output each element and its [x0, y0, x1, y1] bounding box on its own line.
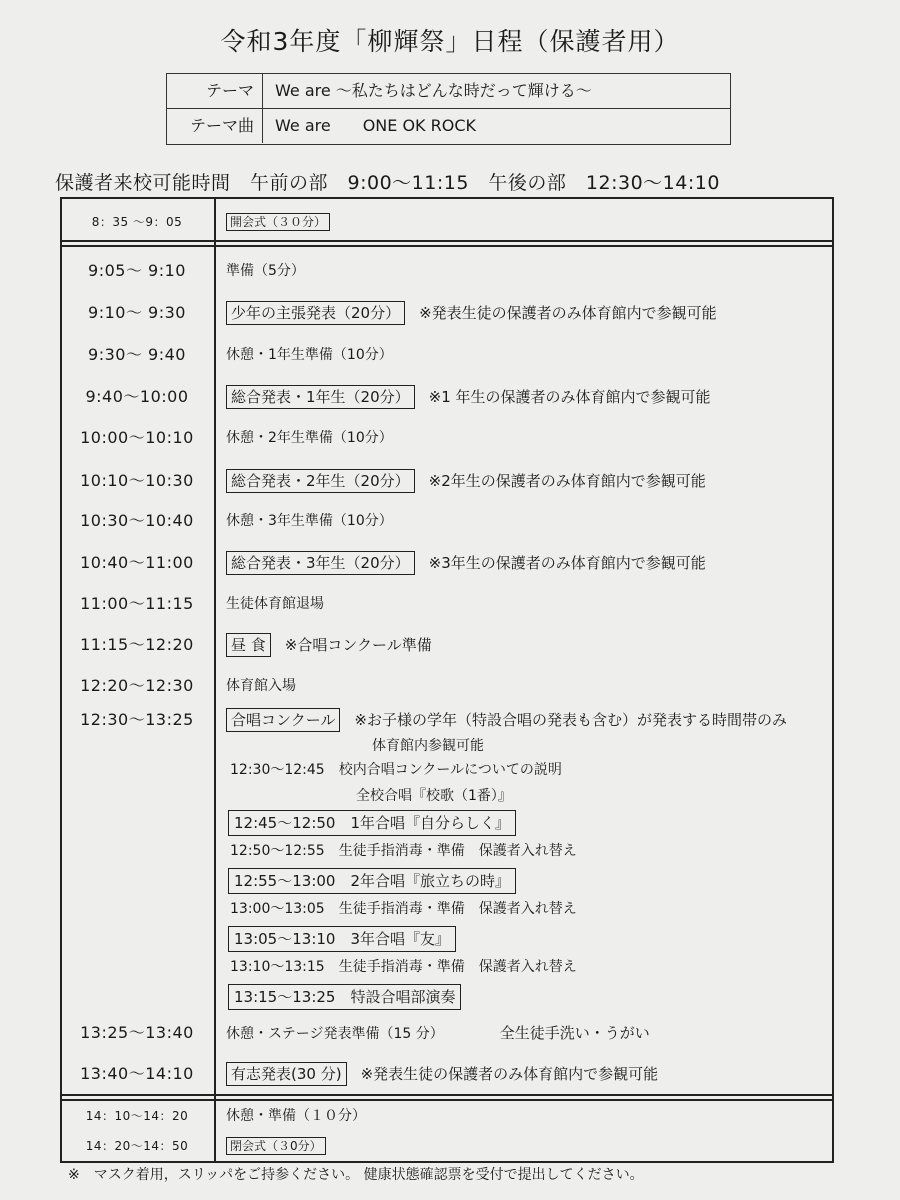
schedule-row [60, 506, 834, 536]
schedule-time: 11:00～11:15 [80, 594, 194, 613]
schedule-label: 休憩・準備（１０分） [226, 1108, 366, 1124]
page-title: 令和3年度「柳輝祭」日程（保護者用） [220, 27, 680, 56]
choir-performance: 13:05～13:10 3年合唱『友』 [228, 926, 456, 952]
schedule-time: 13:25～13:40 [80, 1023, 194, 1042]
schedule-row [60, 1101, 834, 1131]
schedule-label: 体育館入場 [226, 678, 296, 694]
schedule-time: 9:30～ 9:40 [88, 345, 186, 364]
schedule-row [60, 1131, 834, 1161]
schedule-note: ※発表生徒の保護者のみ体育館内で参観可能 [419, 304, 717, 322]
schedule-note: 全生徒手洗い・うがい [499, 1024, 650, 1042]
schedule-time: 12:30～13:25 [80, 710, 194, 729]
schedule-label: 総合発表・3年生（20分） [226, 551, 415, 575]
schedule-time: 9:40～10:00 [85, 387, 189, 406]
schedule-time: 10:10～10:30 [80, 471, 194, 490]
schedule-time: 14：10～14：20 [85, 1109, 189, 1123]
schedule-row [60, 1059, 834, 1089]
schedule-row [60, 298, 834, 328]
theme-table [166, 73, 731, 145]
choir-performance: 13:15～13:25 特設合唱部演奏 [228, 984, 461, 1010]
schedule-row [60, 671, 834, 701]
schedule-time: 10:30～10:40 [80, 511, 194, 530]
schedule-row [60, 256, 834, 286]
schedule-label: 生徒体育館退場 [226, 596, 324, 612]
schedule-label: 少年の主張発表（20分） [226, 301, 405, 325]
theme-song-key: テーマ曲 [167, 109, 263, 143]
theme-key: テーマ [167, 74, 263, 108]
theme-value: We are ～私たちはどんな時だって輝ける～ [275, 81, 592, 100]
schedule-row [60, 340, 834, 370]
schedule-time: 10:40～11:00 [80, 553, 194, 572]
opening-time: 8：35 ～9：05 [91, 215, 183, 229]
choir-item: 全校合唱『校歌（1番）』 [356, 788, 512, 804]
opening-label: 開会式（３０分） [226, 213, 330, 231]
footer-note: ※ マスク着用，スリッパをご持参ください。 健康状態確認票を受付で提出してください。 [68, 1167, 644, 1183]
choir-item: 13:00～13:05 生徒手指消毒・準備 保護者入れ替え [230, 901, 577, 917]
schedule-time: 10:00～10:10 [80, 428, 194, 447]
schedule-time: 9:10～ 9:30 [88, 303, 186, 322]
schedule-note: ※発表生徒の保護者のみ体育館内で参観可能 [360, 1065, 659, 1083]
schedule-time: 9:05～ 9:10 [88, 261, 186, 280]
schedule-note: ※2年生の保護者のみ体育館内で参観可能 [428, 472, 706, 490]
divider-top [60, 240, 834, 247]
schedule-label: 休憩・1年生準備（10分） [226, 347, 393, 363]
choir-item: 12:30～12:45 校内合唱コンクールについての説明 [230, 762, 562, 778]
schedule-label: 休憩・ステージ発表準備（15 分） [226, 1026, 444, 1042]
schedule-row [60, 630, 834, 660]
divider-bottom [60, 1094, 834, 1101]
schedule-note: ※3年生の保護者のみ体育館内で参観可能 [428, 554, 706, 572]
schedule-row [60, 705, 834, 735]
theme-row [167, 74, 730, 109]
schedule-time: 11:15～12:20 [80, 635, 194, 654]
schedule-note: ※お子様の学年（特設合唱の発表も含む）が発表する時間帯のみ [354, 711, 787, 729]
theme-song-row [167, 109, 730, 143]
schedule-label: 昼 食 [226, 633, 271, 657]
schedule-label: 合唱コンクール [226, 708, 340, 732]
schedule-time: 13:40～14:10 [80, 1064, 194, 1083]
schedule-row [60, 589, 834, 619]
schedule-label: 休憩・2年生準備（10分） [226, 430, 393, 446]
schedule-label: 準備（5分） [226, 263, 305, 279]
theme-song-value: We are ONE OK ROCK [275, 116, 476, 135]
schedule-label: 総合発表・1年生（20分） [226, 385, 415, 409]
schedule-row [60, 548, 834, 578]
schedule-label: 有志発表(30 分) [226, 1062, 347, 1086]
schedule-row [60, 1018, 834, 1048]
choir-item: 13:10～13:15 生徒手指消毒・準備 保護者入れ替え [230, 959, 577, 975]
schedule-label: 閉会式（３0分） [226, 1137, 326, 1155]
schedule-label: 休憩・3年生準備（10分） [226, 513, 393, 529]
visit-hours: 保護者来校可能時間 午前の部 9:00～11:15 午後の部 12:30～14:10 [55, 172, 720, 194]
schedule-row [60, 466, 834, 496]
schedule-row [60, 423, 834, 453]
schedule-label: 総合発表・2年生（20分） [226, 469, 415, 493]
choir-note-line2: 体育館内参観可能 [372, 738, 484, 754]
choir-performance: 12:45～12:50 1年合唱『自分らしく』 [228, 810, 516, 836]
schedule-time: 12:20～12:30 [80, 676, 194, 695]
schedule-row [60, 382, 834, 412]
choir-performance: 12:55～13:00 2年合唱『旅立ちの時』 [228, 868, 516, 894]
choir-item: 12:50～12:55 生徒手指消毒・準備 保護者入れ替え [230, 843, 577, 859]
schedule-note: ※合唱コンクール準備 [284, 636, 432, 654]
schedule-time: 14：20～14：50 [85, 1139, 189, 1153]
schedule-note: ※1 年生の保護者のみ体育館内で参観可能 [428, 388, 711, 406]
opening-row [60, 207, 834, 237]
